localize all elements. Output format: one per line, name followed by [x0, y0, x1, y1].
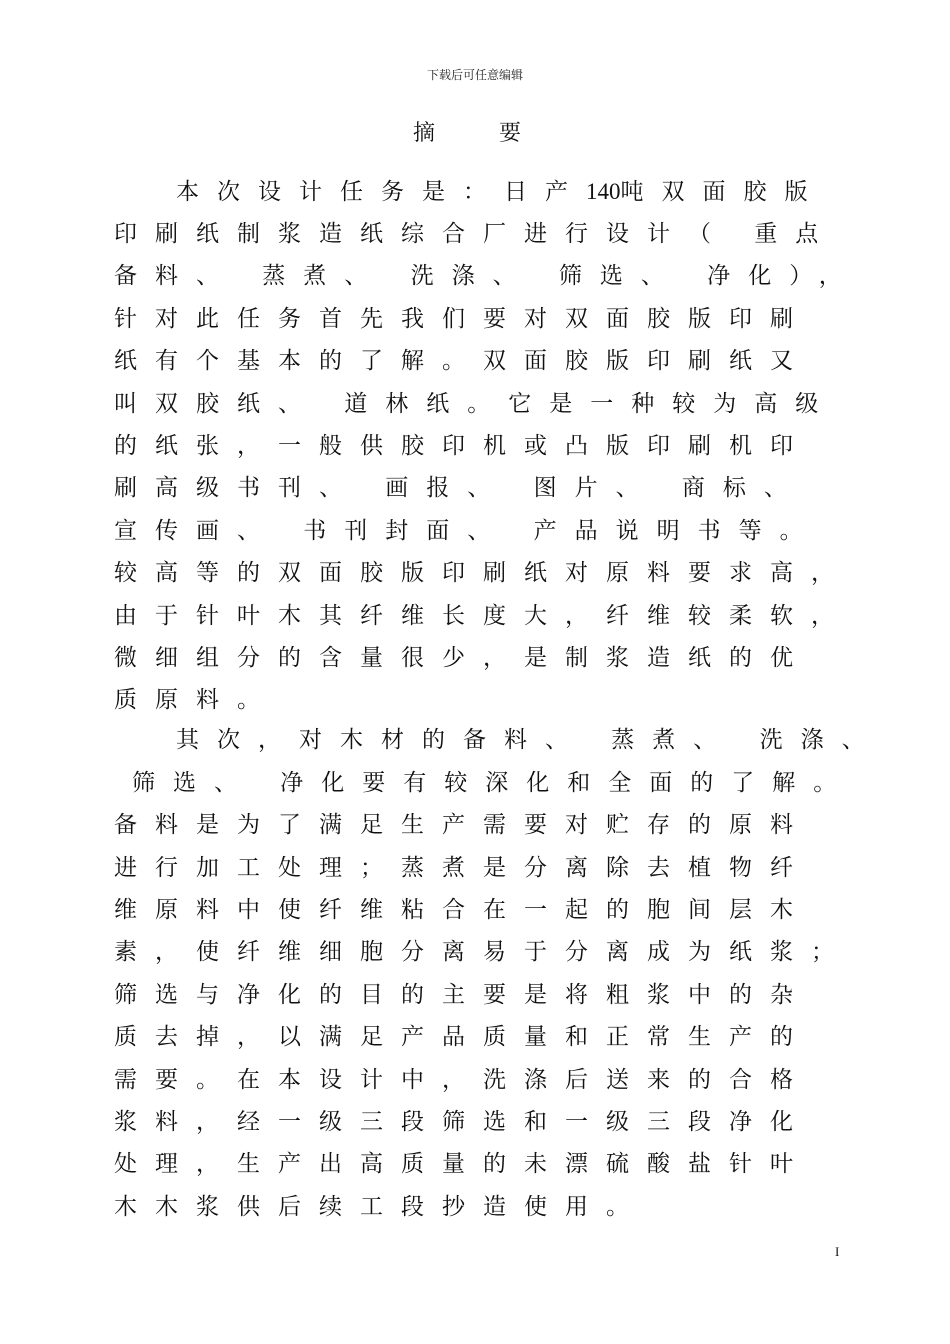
paragraph-1-line-5: 纸有个基本的了解。双面胶版印刷纸又 — [114, 348, 811, 374]
paragraph-2-line-3: 备料是为了满足生产需要对贮存的原料 — [114, 812, 811, 838]
paragraph-1-line-8: 刷高级书刊、 画报、 图片、 商标、 — [114, 475, 805, 501]
paragraph-1-line-2: 印刷纸制浆造纸综合厂进行设计（ 重点 — [114, 221, 837, 247]
paragraph-1-line-10: 较高等的双面胶版印刷纸对原料要求高， — [114, 560, 852, 586]
abstract-title: 摘要 — [412, 121, 585, 146]
paragraph-1-line-4: 针对此任务首先我们要对双面胶版印刷 — [114, 306, 811, 332]
paragraph-2-line-11: 处理，生产出高质量的未漂硫酸盐针叶 — [114, 1151, 811, 1177]
paragraph-1-line-12: 微细组分的含量很少，是制浆造纸的优 — [114, 645, 811, 671]
paragraph-1-line-13: 质原料。 — [114, 687, 278, 713]
paragraph-2-line-12: 木木浆供后续工段抄造使用。 — [114, 1194, 647, 1220]
text-segment: 本次设计任务是：日产 — [176, 179, 586, 205]
quantity-number: 140 — [586, 179, 621, 204]
paragraph-1-line-11: 由于针叶木其纤维长度大，纤维较柔软， — [114, 603, 852, 629]
paragraph-1-line-9: 宣传画、 书刊封面、 产品说明书等。 — [114, 518, 821, 544]
paragraph-2-line-8: 质去掉，以满足产品质量和正常生产的 — [114, 1024, 811, 1050]
paragraph-2-line-1: 其次，对木材的备料、 蒸煮、 洗涤、 — [176, 727, 883, 753]
page-number: I — [835, 1244, 840, 1259]
paragraph-2-line-9: 需要。在本设计中，洗涤后送来的合格 — [114, 1067, 811, 1093]
paragraph-1-line-6: 叫双胶纸、 道林纸。它是一种较为高级 — [114, 391, 837, 417]
paragraph-2-line-4: 进行加工处理；蒸煮是分离除去植物纤 — [114, 855, 811, 881]
paragraph-1-line-3: 备料、 蒸煮、 洗涤、 筛选、 净化）， — [114, 263, 860, 289]
text-segment: 吨双面胶版 — [620, 179, 826, 205]
page-header-note: 下载后可任意编辑 — [426, 68, 523, 82]
paragraph-2-line-5: 维原料中使纤维粘合在一起的胞间层木 — [114, 897, 811, 923]
paragraph-2-line-6: 素，使纤维细胞分离易于分离成为纸浆； — [114, 939, 852, 965]
paragraph-1-line-7: 的纸张，一般供胶印机或凸版印刷机印 — [114, 433, 811, 459]
paragraph-2-line-2: 筛选、 净化要有较深化和全面的了解。 — [132, 770, 855, 796]
paragraph-1-line-1 — [176, 174, 826, 210]
paragraph-2-line-7: 筛选与净化的目的主要是将粗浆中的杂 — [114, 982, 811, 1008]
paragraph-2-line-10: 浆料，经一级三段筛选和一级三段净化 — [114, 1109, 811, 1135]
